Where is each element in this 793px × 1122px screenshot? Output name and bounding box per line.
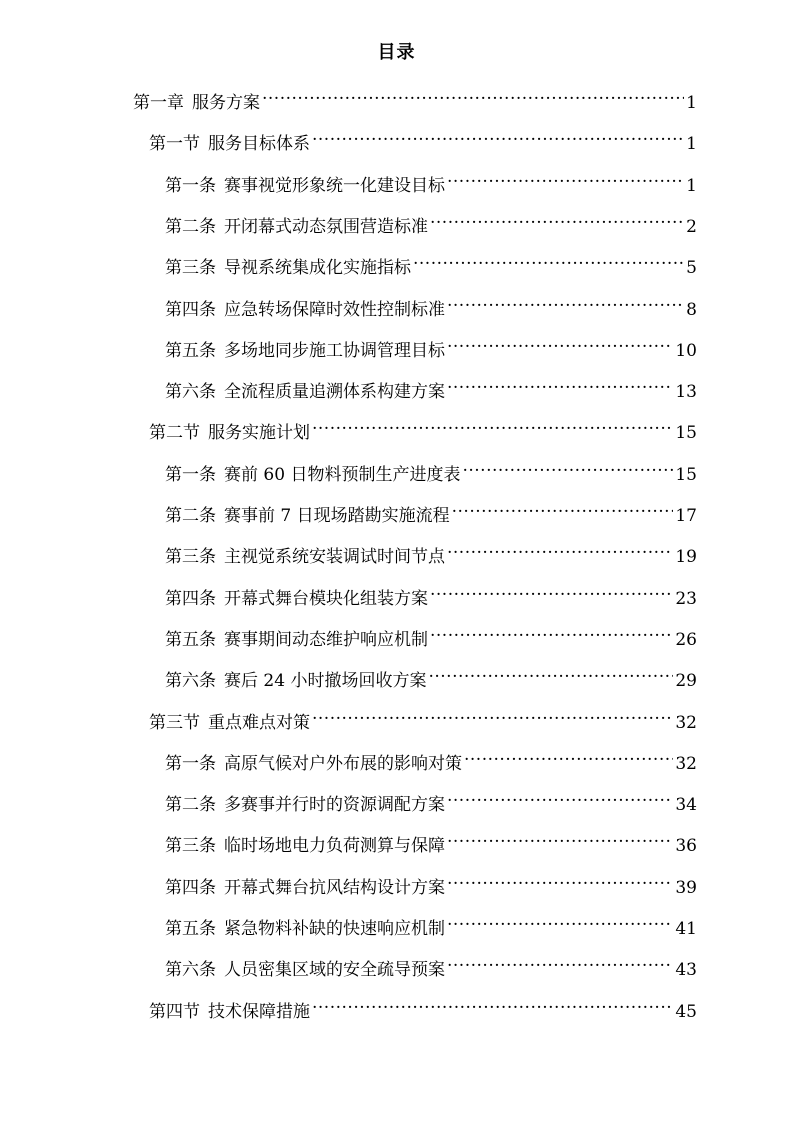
toc-entry-text: 开幕式舞台抗风结构设计方案 <box>224 878 445 898</box>
toc-entry-number: 第二条 <box>165 217 216 237</box>
toc-entry-number: 第三条 <box>165 547 216 567</box>
toc-page-number: 19 <box>675 547 697 567</box>
toc-entry-label <box>149 709 312 737</box>
toc-entry-label <box>165 750 464 778</box>
toc-entry[interactable] <box>165 163 697 196</box>
toc-dot-leader <box>312 700 673 728</box>
toc-page-number: 2 <box>686 217 697 237</box>
toc-page-number: 29 <box>675 671 697 691</box>
toc-page-number: 5 <box>686 258 697 278</box>
toc-entry-text: 赛事前 7 日现场踏勘实施流程 <box>224 506 450 526</box>
toc-entry-text: 全流程质量追溯体系构建方案 <box>224 382 445 402</box>
toc-entry-text: 多场地同步施工协调管理目标 <box>224 341 445 361</box>
toc-entry-label <box>165 915 447 943</box>
toc-entry-label <box>165 254 413 282</box>
toc-entry-text: 服务目标体系 <box>208 134 310 154</box>
toc-dot-leader <box>462 452 673 480</box>
toc-entry[interactable] <box>165 947 697 980</box>
toc-dot-leader <box>464 741 673 769</box>
toc-dot-leader <box>452 493 674 521</box>
toc-entry[interactable] <box>165 658 697 691</box>
toc-page-number: 23 <box>675 589 697 609</box>
toc-entry-text: 赛事期间动态维护响应机制 <box>224 630 428 650</box>
toc-entry-number: 第三条 <box>165 258 216 278</box>
toc-entry[interactable] <box>165 204 697 237</box>
toc-entry-number: 第四条 <box>165 878 216 898</box>
toc-dot-leader <box>447 865 673 893</box>
toc-dot-leader <box>447 947 673 975</box>
toc-entry-number: 第二节 <box>149 423 200 443</box>
toc-entry-text: 临时场地电力负荷测算与保障 <box>224 836 445 856</box>
toc-entry-label <box>165 791 447 819</box>
toc-entry-text: 高原气候对户外布展的影响对策 <box>224 754 462 774</box>
toc-entry-text: 人员密集区域的安全疏导预案 <box>224 960 445 980</box>
toc-entry-label <box>165 502 452 530</box>
toc-entry-text: 应急转场保障时效性控制标准 <box>224 300 445 320</box>
toc-entry-text: 开幕式舞台模块化组装方案 <box>224 589 428 609</box>
toc-page-number: 1 <box>686 93 697 113</box>
toc-entry[interactable] <box>165 823 697 856</box>
toc-page-number: 1 <box>686 134 697 154</box>
toc-dot-leader <box>447 782 673 810</box>
toc-entry[interactable] <box>165 328 697 361</box>
toc-entry-number: 第四条 <box>165 589 216 609</box>
toc-entry[interactable] <box>133 80 697 113</box>
toc-entry-number: 第一条 <box>165 754 216 774</box>
toc-dot-leader <box>430 617 673 645</box>
toc-entry[interactable] <box>165 617 697 650</box>
toc-entry-label <box>149 419 312 447</box>
toc-entry-number: 第五条 <box>165 630 216 650</box>
toc-page-number: 8 <box>686 300 697 320</box>
toc-entry-number: 第四节 <box>149 1002 200 1022</box>
toc-entry-text: 赛事视觉形象统一化建设目标 <box>224 176 445 196</box>
toc-entry-number: 第二条 <box>165 506 216 526</box>
toc-entry-label <box>165 874 447 902</box>
toc-dot-leader <box>312 410 673 438</box>
toc-entry-number: 第二条 <box>165 795 216 815</box>
toc-dot-leader <box>447 823 673 851</box>
toc-entry-label <box>165 172 447 200</box>
toc-entry[interactable] <box>149 700 697 733</box>
toc-page-number: 36 <box>675 836 697 856</box>
toc-page-number: 15 <box>675 423 697 443</box>
toc-entry-label <box>165 667 428 695</box>
toc-dot-leader <box>447 369 673 397</box>
toc-entry-label <box>165 378 447 406</box>
toc-entry-number: 第三节 <box>149 713 200 733</box>
toc-entry-number: 第六条 <box>165 671 216 691</box>
toc-dot-leader <box>447 163 684 191</box>
toc-entry-number: 第五条 <box>165 919 216 939</box>
toc-entry-text: 服务实施计划 <box>208 423 310 443</box>
toc-entry[interactable] <box>165 865 697 898</box>
toc-entry[interactable] <box>165 906 697 939</box>
toc-entry-label <box>149 998 312 1026</box>
toc-page-number: 45 <box>675 1002 697 1022</box>
toc-dot-leader <box>413 245 684 273</box>
toc-entry-number: 第三条 <box>165 836 216 856</box>
toc-entry-text: 赛前 60 日物料预制生产进度表 <box>224 465 461 485</box>
toc-entry-number: 第五条 <box>165 341 216 361</box>
toc-page-number: 1 <box>686 176 697 196</box>
toc-entry-text: 赛后 24 小时撤场回收方案 <box>224 671 427 691</box>
toc-page-number: 34 <box>675 795 697 815</box>
toc-dot-leader <box>447 906 673 934</box>
toc-page-number: 32 <box>675 754 697 774</box>
toc-entry[interactable] <box>165 741 697 774</box>
toc-entry[interactable] <box>165 287 697 320</box>
toc-entry-text: 紧急物料补缺的快速响应机制 <box>224 919 445 939</box>
toc-entry-number: 第一条 <box>165 465 216 485</box>
toc-entry-label <box>165 461 462 489</box>
toc-page-number: 43 <box>675 960 697 980</box>
toc-entry-label <box>165 543 447 571</box>
toc-entry-label <box>165 585 430 613</box>
toc-page-number: 10 <box>675 341 697 361</box>
toc-entry-label <box>165 213 430 241</box>
toc-entry-text: 主视觉系统安装调试时间节点 <box>224 547 445 567</box>
toc-entry[interactable] <box>165 576 697 609</box>
toc-dot-leader <box>430 576 673 604</box>
toc-title: 目录 <box>377 42 416 63</box>
toc-entry-label <box>133 89 262 117</box>
toc-entry[interactable] <box>149 121 697 154</box>
toc-page-number: 17 <box>675 506 697 526</box>
toc-dot-leader <box>428 658 673 686</box>
toc-dot-leader <box>447 287 684 315</box>
toc-entry-text: 导视系统集成化实施指标 <box>224 258 411 278</box>
toc-page-number: 26 <box>675 630 697 650</box>
toc-entry-text: 开闭幕式动态氛围营造标准 <box>224 217 428 237</box>
toc-entry[interactable] <box>165 534 697 567</box>
toc-dot-leader <box>262 80 684 108</box>
toc-dot-leader <box>312 989 673 1017</box>
toc-entry[interactable] <box>165 493 697 526</box>
toc-entry[interactable] <box>165 782 697 815</box>
toc-entry-number: 第一条 <box>165 176 216 196</box>
toc-entry-number: 第六条 <box>165 382 216 402</box>
toc-entry[interactable] <box>165 369 697 402</box>
toc-entry-label <box>165 626 430 654</box>
toc-entry-number: 第一章 <box>133 93 184 113</box>
toc-dot-leader <box>447 328 673 356</box>
toc-entry-text: 服务方案 <box>192 93 260 113</box>
toc-entry[interactable] <box>165 452 697 485</box>
toc-page-number: 32 <box>675 713 697 733</box>
toc-entry[interactable] <box>149 989 697 1022</box>
toc-entry-text: 重点难点对策 <box>208 713 310 733</box>
toc-entry-label <box>165 337 447 365</box>
toc-page-number: 39 <box>675 878 697 898</box>
toc-page-number: 15 <box>675 465 697 485</box>
toc-entry-number: 第一节 <box>149 134 200 154</box>
toc-entry-number: 第四条 <box>165 300 216 320</box>
toc-entry[interactable] <box>165 245 697 278</box>
toc-page-number: 13 <box>675 382 697 402</box>
toc-entry-number: 第六条 <box>165 960 216 980</box>
toc-entry-label <box>165 832 447 860</box>
toc-entry-label <box>165 296 447 324</box>
toc-dot-leader <box>430 204 684 232</box>
toc-entry-text: 技术保障措施 <box>208 1002 310 1022</box>
toc-entry-label <box>149 130 312 158</box>
toc-dot-leader <box>312 121 684 149</box>
toc-entry-label <box>165 956 447 984</box>
toc-page-number: 41 <box>675 919 697 939</box>
toc-entry-text: 多赛事并行时的资源调配方案 <box>224 795 445 815</box>
toc-dot-leader <box>447 534 673 562</box>
toc-entry[interactable] <box>149 410 697 443</box>
